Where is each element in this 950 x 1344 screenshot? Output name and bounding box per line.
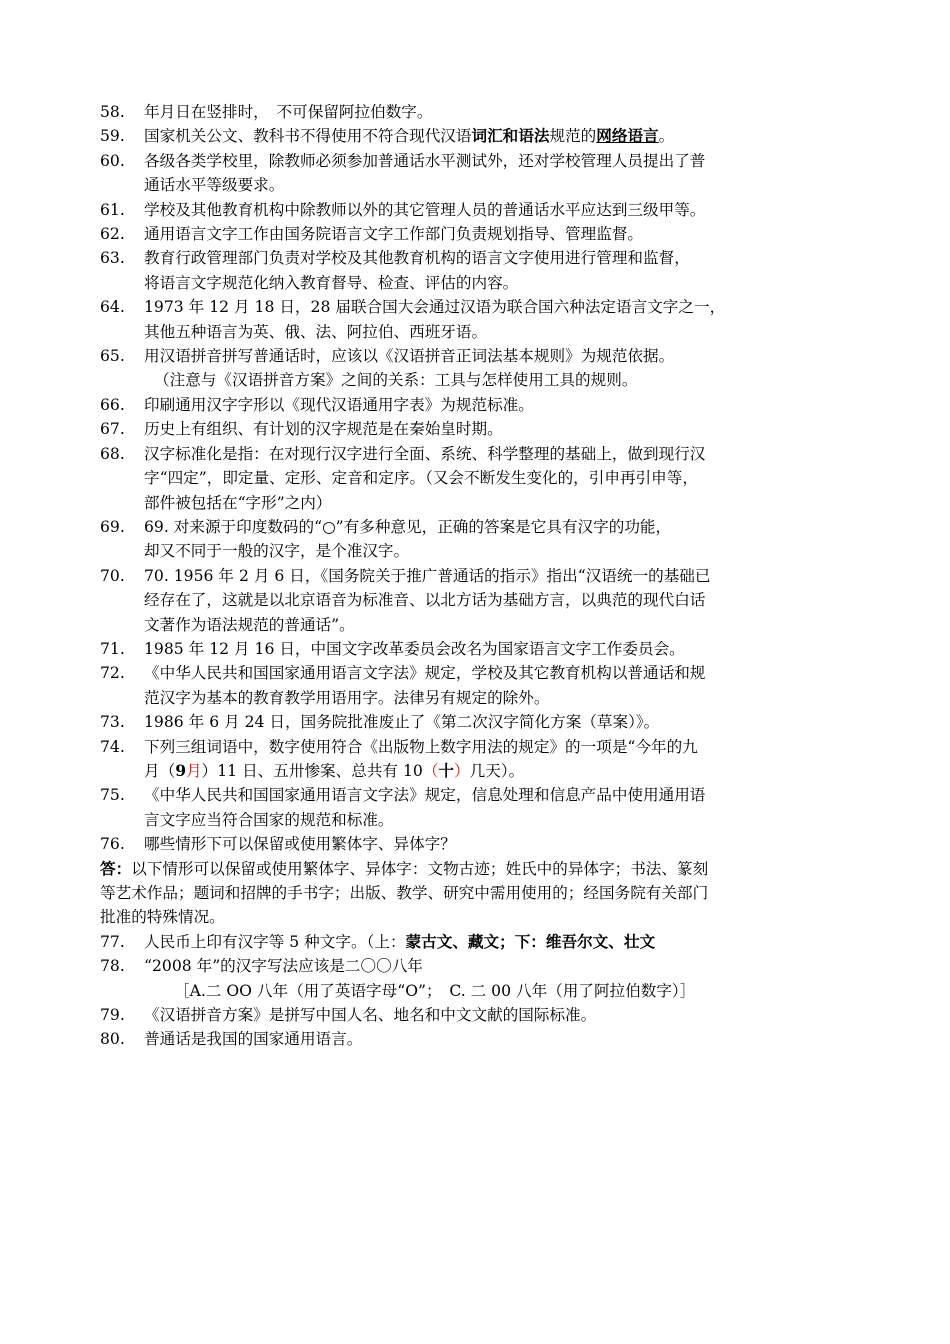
item-69	[100, 515, 860, 564]
item-number: 58.	[100, 103, 125, 121]
item-80	[100, 1027, 860, 1051]
bold-term: 蒙古文、藏文；下：维吾尔文、壮文	[405, 931, 656, 951]
item-text: 下列三组词语中，数字使用符合《出版物上数字用法的规定》的一项是“今年的九	[144, 737, 698, 756]
text-run: 规范的	[549, 127, 597, 146]
item-number: 75.	[100, 786, 125, 805]
item-75	[100, 783, 860, 832]
answer-line: 批准的特殊情况。	[100, 908, 225, 927]
item-text	[144, 759, 860, 783]
item-number: 77.	[100, 932, 125, 951]
item-text: 《中华人民共和国国家通用语言文字法》规定，学校及其它教育机构以普通话和规	[144, 664, 706, 683]
answer-line: 等艺术作品；题词和招牌的手书字；出版、教学、研究中需用使用的；经国务院有关部门	[100, 884, 709, 902]
item-number: 78.	[100, 957, 125, 976]
item-number: 74.	[100, 737, 125, 756]
item-67	[100, 417, 860, 441]
item-76	[100, 832, 860, 856]
item-text: 范汉字为基本的教育教学用语用字。法律另有规定的除外。	[144, 688, 550, 707]
item-text: 《汉语拼音方案》是拼写中国人名、地名和中文文献的国际标准。	[144, 1006, 597, 1025]
bold-number: 9	[175, 760, 187, 780]
text-run: 人民币上印有汉字等 5 种文字。（上：	[144, 932, 406, 951]
item-text: 将语言文字规范化纳入教育督导、检查、评估的内容。	[144, 273, 519, 292]
item-number: 59.	[100, 127, 125, 146]
item-number: 63.	[100, 249, 125, 268]
document-body	[100, 100, 860, 1052]
item-66	[100, 393, 860, 417]
answer-line	[100, 857, 860, 881]
item-text: 普通话是我国的国家通用语言。	[144, 1030, 363, 1049]
item-73	[100, 710, 860, 734]
item-number: 70.	[100, 566, 125, 585]
item-59	[100, 124, 860, 148]
item-text: 经存在了，这就是以北京语音为标准音、以北方话为基础方言，以典范的现代白话	[144, 591, 706, 610]
text-run: 月（	[144, 761, 176, 780]
item-79	[100, 1003, 860, 1027]
item-72	[100, 661, 860, 710]
item-text: 学校及其他教育机构中除教师以外的其它管理人员的普通话水平应达到三级甲等。	[144, 200, 706, 219]
item-78	[100, 954, 860, 1003]
bold-character: 十	[438, 760, 455, 780]
item-text: 其他五种语言为英、俄、法、阿拉伯、西班牙语。	[144, 322, 488, 341]
item-text: 印刷通用汉字字形以《现代汉语通用字表》为规范标准。	[144, 395, 534, 414]
item-number: 68.	[100, 444, 125, 463]
bold-underlined-term: 网络语言	[596, 126, 659, 146]
item-number: 62.	[100, 225, 125, 244]
item-number: 80.	[100, 1030, 125, 1049]
answer-label: 答：	[100, 858, 132, 878]
item-61	[100, 198, 860, 222]
item-text: 却又不同于一般的汉字，是个准汉字。	[144, 542, 410, 561]
item-64	[100, 295, 860, 344]
item-number: 72.	[100, 664, 125, 683]
item-number: 65.	[100, 347, 125, 366]
item-text: 69. 对来源于印度数码的“○”有多种意见，正确的答案是它具有汉字的功能，	[144, 517, 672, 536]
item-number: 67.	[100, 420, 125, 439]
item-text: 汉字标准化是指：在对现行汉字进行全面、系统、科学整理的基础上，做到现行汉	[144, 444, 706, 463]
item-74	[100, 735, 860, 784]
item-77	[100, 930, 860, 954]
item-text: 用汉语拼音拼写普通话时，应该以《汉语拼音正词法基本规则》为规范依据。	[144, 347, 675, 366]
red-text: 月	[186, 761, 202, 780]
item-text: 通用语言文字工作由国务院语言文字工作部门负责规划指导、管理监督。	[144, 225, 644, 244]
item-note: ［A.二 OO 八年（用了英语字母“O”； C. 二 00 八年（用了阿拉伯数字）］	[174, 981, 696, 1000]
answer-text: 以下情形可以保留或使用繁体字、异体字：文物古迹；姓氏中的异体字；书法、篆刻	[131, 859, 709, 878]
item-text: 部件被包括在“字形”之内）	[144, 493, 332, 512]
item-number: 71.	[100, 639, 125, 658]
text-run: 几天）。	[469, 761, 525, 780]
item-62	[100, 222, 860, 246]
item-note: （注意与《汉语拼音方案》之间的关系：工具与怎样使用工具的规则。	[154, 371, 638, 390]
item-65	[100, 344, 860, 393]
item-number: 79.	[100, 1006, 125, 1025]
item-text: 70. 1956 年 2 月 6 日，《国务院关于推广普通话的指示》指出“汉语统一的基础已	[144, 566, 711, 585]
item-71	[100, 637, 860, 661]
red-text: ）	[454, 761, 470, 780]
item-63	[100, 246, 860, 295]
item-text	[144, 124, 860, 148]
item-text: 年月日在竖排时， 不可保留阿拉伯数字。	[144, 103, 433, 121]
text-run: 。	[658, 127, 675, 146]
text-run: ）11 日、五卅惨案、总共有 10	[201, 761, 423, 780]
item-text: 1986 年 6 月 24 日，国务院批准废止了《第二次汉字简化方案（草案）》。	[144, 713, 660, 732]
bold-term: 词汇和语法	[471, 126, 550, 146]
item-text: 哪些情形下可以保留或使用繁体字、异体字？	[144, 835, 456, 854]
item-text: 1985 年 12 月 16 日，中国文字改革委员会改名为国家语言文字工作委员会。	[144, 639, 685, 658]
answer-block	[100, 857, 860, 930]
item-number: 69.	[100, 517, 125, 536]
item-58	[100, 100, 860, 124]
item-text	[144, 930, 860, 954]
item-68	[100, 442, 860, 515]
item-number: 64.	[100, 298, 125, 317]
item-number: 61.	[100, 200, 125, 219]
item-text: 文著作为语法规范的普通话”。	[144, 615, 355, 634]
item-text: 字“四定”，即定量、定形、定音和定序。（又会不断发生变化的，引申再引申等，	[144, 469, 698, 488]
item-number: 66.	[100, 395, 125, 414]
item-text: 历史上有组织、有计划的汉字规范是在秦始皇时期。	[144, 420, 503, 439]
item-text: 教育行政管理部门负责对学校及其他教育机构的语言文字使用进行管理和监督，	[144, 249, 690, 268]
item-text: 《中华人民共和国国家通用语言文字法》规定，信息处理和信息产品中使用通用语	[144, 786, 706, 805]
item-text: 通话水平等级要求。	[144, 176, 285, 195]
item-number: 76.	[100, 835, 125, 854]
red-text: （	[422, 761, 439, 780]
item-70	[100, 564, 860, 637]
text-run: 国家机关公文、教科书不得使用不符合现代汉语	[144, 127, 472, 146]
item-number: 60.	[100, 151, 125, 170]
item-text: “2008 年”的汉字写法应该是二〇〇八年	[144, 957, 423, 976]
item-number: 73.	[100, 713, 125, 732]
item-text: 言文字应当符合国家的规范和标准。	[144, 810, 394, 829]
item-60	[100, 149, 860, 198]
item-text: 各级各类学校里，除教师必须参加普通话水平测试外，还对学校管理人员提出了普	[144, 151, 706, 170]
item-text: 1973 年 12 月 18 日，28 届联合国大会通过汉语为联合国六种法定语言文字之一，	[144, 298, 726, 317]
